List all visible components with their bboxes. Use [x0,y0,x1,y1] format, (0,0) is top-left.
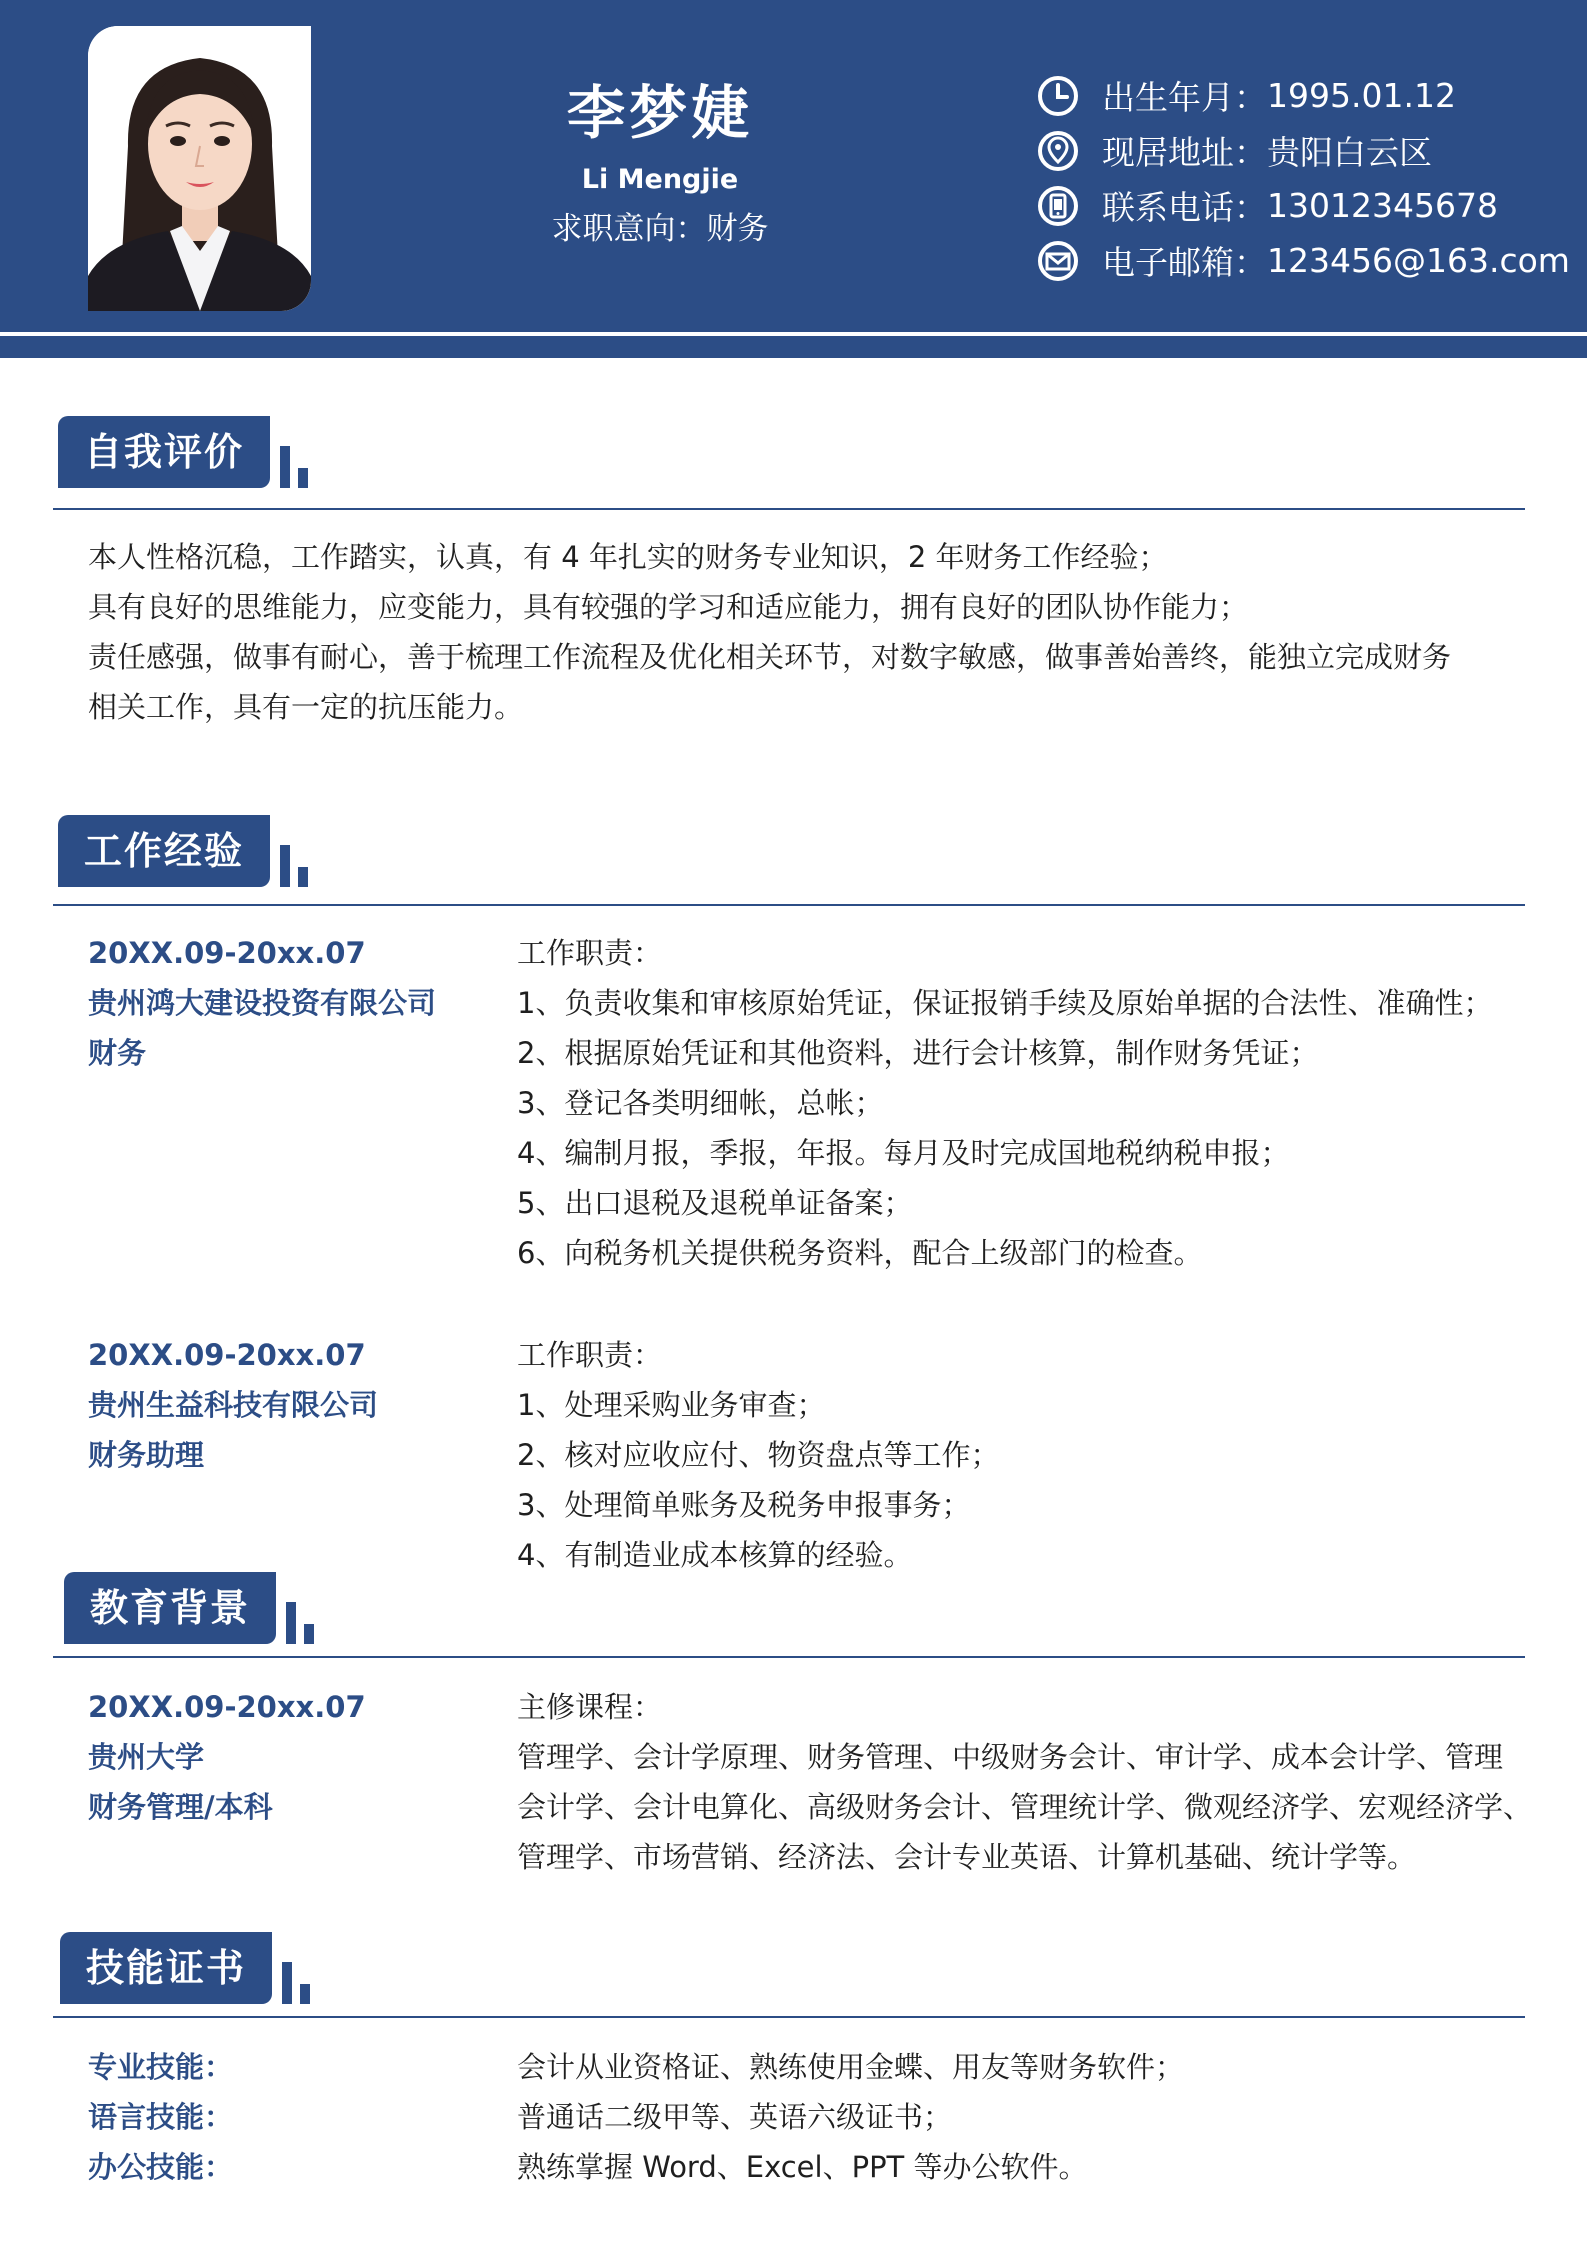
section-deco-bars [280,416,314,488]
section-rule [53,2016,1525,2018]
contact-value: 贵阳白云区 [1267,133,1432,172]
contact-address [1036,123,1556,178]
header-band [0,336,1587,358]
education-school: 贵州大学 [88,1740,205,1774]
contact-email [1036,233,1570,288]
duty-item: 2、核对应收应付、物资盘点等工作； [517,1438,1000,1472]
contact-label: 电子邮箱： [1102,243,1267,282]
section-header-skills [60,1932,316,2004]
section-deco-bars [282,1932,316,2004]
skill-label: 专业技能： [88,2050,234,2084]
education-meta [88,1682,508,1832]
contact-info [1036,68,1570,288]
section-title: 自我评价 [58,416,270,488]
contact-label: 现居地址： [1102,133,1267,172]
section-rule [53,508,1525,510]
section-header-work [58,815,314,887]
contact-label: 出生年月： [1102,78,1267,117]
courses-label: 主修课程： [517,1690,663,1724]
contact-value: 1995.01.12 [1267,76,1456,115]
job-2-meta [88,1330,508,1480]
section-title: 教育背景 [64,1572,276,1644]
job-objective: 求职意向：财务 [551,211,769,247]
contact-value: 13012345678 [1267,186,1498,225]
self-eval-line: 本人性格沉稳，工作踏实，认真，有 4 年扎实的财务专业知识，2 年财务工作经验； [88,540,1168,574]
job-period: 20XX.09-20xx.07 [88,1338,366,1372]
section-rule [53,904,1525,906]
courses-line: 管理学、会计学原理、财务管理、中级财务会计、审计学、成本会计学、管理 [517,1740,1504,1774]
duty-item: 4、编制月报，季报，年报。每月及时完成国地税纳税申报； [517,1136,1290,1170]
self-eval-text [88,532,1508,732]
self-eval-line: 责任感强，做事有耐心，善于梳理工作流程及优化相关环节，对数字敏感，做事善始善终，能独立完成财务 [88,640,1452,674]
clock-icon [1036,74,1080,118]
contact-label: 联系电话： [1102,188,1267,227]
job-company: 贵州生益科技有限公司 [88,1388,379,1422]
education-major: 财务管理/本科 [88,1790,273,1824]
duty-item: 1、处理采购业务审查； [517,1388,826,1422]
job-1-meta [88,928,508,1078]
contact-birthdate [1036,68,1556,123]
self-eval-line: 相关工作，具有一定的抗压能力。 [88,690,524,724]
job-2-duties [517,1330,1527,1580]
skill-label: 语言技能： [88,2100,234,2134]
duty-item: 3、处理简单账务及税务申报事务； [517,1488,971,1522]
candidate-name: 李梦婕 [566,79,753,147]
duty-item: 3、登记各类明细帐，总帐； [517,1086,884,1120]
phone-icon [1036,184,1080,228]
skill-value: 熟练掌握 Word、Excel、PPT 等办公软件。 [517,2150,1088,2184]
job-company: 贵州鸿大建设投资有限公司 [88,986,437,1020]
name-block [460,78,860,250]
contact-phone [1036,178,1556,233]
job-role: 财务助理 [88,1438,205,1472]
profile-photo [88,26,311,311]
skill-value: 普通话二级甲等、英语六级证书； [517,2100,953,2134]
candidate-name-english: Li Mengjie [581,164,739,195]
duty-item: 2、根据原始凭证和其他资料，进行会计核算，制作财务凭证； [517,1036,1319,1070]
mail-icon [1036,239,1080,283]
section-title: 技能证书 [60,1932,272,2004]
location-pin-icon [1036,129,1080,173]
courses-line: 会计学、会计电算化、高级财务会计、管理统计学、微观经济学、宏观经济学、 [517,1790,1533,1824]
skill-value: 会计从业资格证、熟练使用金蝶、用友等财务软件； [517,2050,1185,2084]
resume-header [0,0,1587,332]
section-deco-bars [280,815,314,887]
duties-label: 工作职责： [517,936,663,970]
duties-label: 工作职责： [517,1338,663,1372]
duty-item: 1、负责收集和审核原始凭证，保证报销手续及原始单据的合法性、准确性； [517,986,1493,1020]
contact-value: 123456@163.com [1267,241,1570,280]
skills-labels [88,2042,508,2192]
duty-item: 5、出口退税及退税单证备案； [517,1186,913,1220]
section-deco-bars [286,1572,320,1644]
section-rule [53,1656,1525,1658]
education-period: 20XX.09-20xx.07 [88,1690,366,1724]
section-header-self-eval [58,416,314,488]
duty-item: 4、有制造业成本核算的经验。 [517,1538,913,1572]
section-title: 工作经验 [58,815,270,887]
job-1-duties [517,928,1527,1278]
duty-item: 6、向税务机关提供税务资料，配合上级部门的检查。 [517,1236,1203,1270]
skill-label: 办公技能： [88,2150,234,2184]
portrait-image [88,26,311,311]
self-eval-line: 具有良好的思维能力，应变能力，具有较强的学习和适应能力，拥有良好的团队协作能力； [88,590,1249,624]
job-role: 财务 [88,1036,147,1070]
skills-values [517,2042,1527,2192]
job-period: 20XX.09-20xx.07 [88,936,366,970]
education-courses [517,1682,1533,1882]
courses-line: 管理学、市场营销、经济法、会计专业英语、计算机基础、统计学等。 [517,1840,1417,1874]
section-header-education [64,1572,320,1644]
